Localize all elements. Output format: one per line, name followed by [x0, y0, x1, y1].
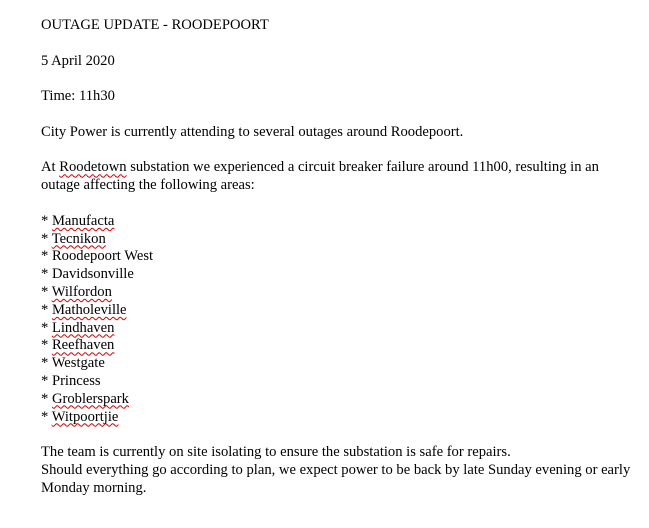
bullet-marker: *	[41, 266, 52, 283]
area-name: Davidsonville	[51, 266, 134, 283]
area-name: Princess	[51, 372, 101, 389]
list-item	[41, 373, 641, 391]
bullet-marker: *	[41, 390, 52, 407]
area-name: Wilfordon	[51, 283, 112, 300]
intro-paragraph: City Power is currently attending to several outages around Roodepoort.	[41, 123, 464, 140]
bullet-marker: *	[41, 301, 52, 318]
document-time: Time: 11h30	[41, 88, 115, 105]
incident-paragraph	[41, 159, 641, 195]
incident-rest: substation we experienced a circuit breaker failure around 11h00, resulting in an outage affecting the following areas:	[41, 159, 603, 194]
list-item	[41, 409, 641, 427]
bullet-marker: *	[41, 372, 52, 389]
incident-prefix: At	[41, 159, 60, 176]
list-item	[41, 213, 641, 231]
list-item	[41, 355, 641, 373]
list-item	[41, 266, 641, 284]
list-item	[41, 337, 641, 355]
status-paragraph	[41, 444, 641, 497]
document-title: OUTAGE UPDATE - ROODEPOORT	[41, 17, 269, 33]
document-body	[41, 17, 641, 498]
list-item	[41, 248, 641, 266]
bullet-marker: *	[41, 337, 52, 354]
bullet-marker: *	[41, 355, 52, 372]
incident-place: Roodetown	[59, 159, 127, 176]
area-name: Lindhaven	[51, 319, 115, 336]
status-line-2: Should everything go according to plan, we expect power to be back by late Sunday evening or early Monday morning.	[41, 461, 634, 496]
area-name: Witpoortjie	[51, 408, 119, 425]
document-date: 5 April 2020	[41, 52, 115, 69]
list-item	[41, 231, 641, 249]
status-line-1: The team is currently on site isolating to ensure the substation is safe for repairs.	[41, 444, 511, 461]
bullet-marker: *	[41, 212, 52, 229]
area-name: Roodepoort West	[51, 248, 154, 265]
bullet-marker: *	[41, 248, 52, 265]
bullet-marker: *	[41, 230, 52, 247]
list-item	[41, 391, 641, 409]
list-item	[41, 320, 641, 338]
bullet-marker: *	[41, 283, 52, 300]
bullet-marker: *	[41, 319, 52, 336]
area-name: Tecnikon	[51, 230, 106, 247]
area-name: Groblerspark	[51, 390, 129, 407]
bullet-marker: *	[41, 408, 52, 425]
list-item	[41, 302, 641, 320]
area-name: Reefhaven	[51, 337, 115, 354]
area-name: Manufacta	[51, 212, 115, 229]
area-name: Matholeville	[51, 301, 127, 318]
area-name: Westgate	[51, 355, 105, 372]
affected-areas-list	[41, 213, 641, 427]
list-item	[41, 284, 641, 302]
